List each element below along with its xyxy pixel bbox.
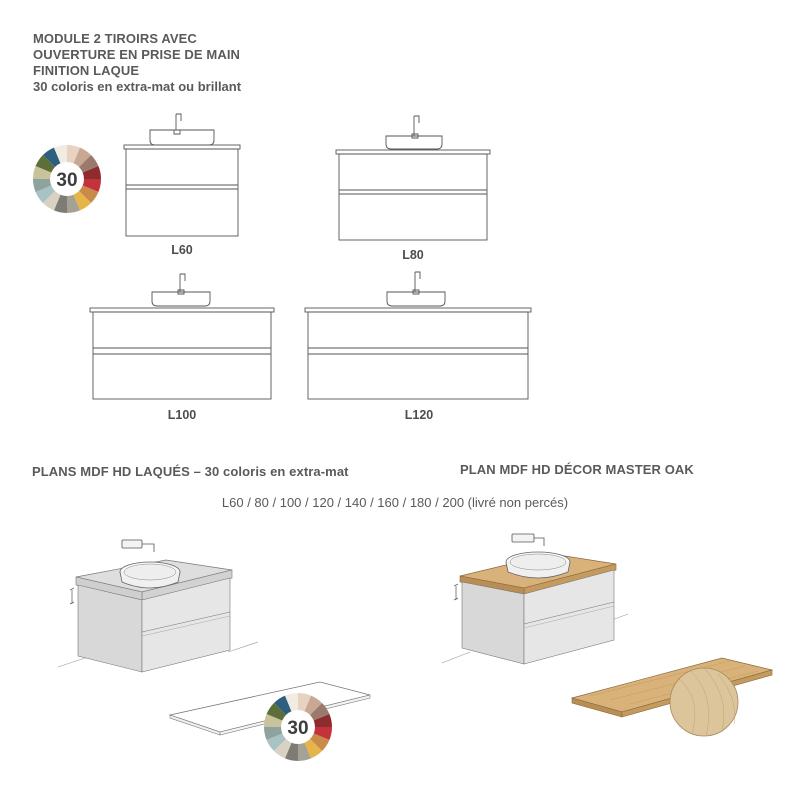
faucet-icon [178,274,185,294]
color-wheel-bottom [263,692,333,762]
module-heading [33,31,241,95]
oak-cabinet-illustration [440,528,780,768]
plans-laques-heading [32,464,349,480]
module-title-line-1: MODULE 2 TIROIRS AVEC [33,31,197,46]
available-sizes: L60 / 80 / 100 / 120 / 140 / 160 / 180 / 200 (livré non percés) [221,495,569,510]
laque-cabinet-illustration [58,532,388,792]
plans-laques-suffix: 30 coloris en extra-mat [204,464,349,479]
faucet-icon [413,272,420,294]
oak-cabinet-side [462,582,524,664]
cabinet-drawing-l60 [120,112,244,242]
cabinet-label-l80: L80 [402,248,424,262]
laque-cabinet-side [78,585,142,672]
plan-oak-heading: PLAN MDF HD DÉCOR MASTER OAK [460,462,694,477]
faucet-icon [174,114,181,134]
faucet-icon [412,116,419,138]
color-wheel-top [32,144,102,214]
module-subtitle: 30 coloris en extra-mat ou brillant [33,79,242,94]
countertop [90,308,274,312]
oak-sample-disc [670,668,738,736]
cabinet-label-l100: L100 [167,408,197,422]
cabinet-body [308,312,528,399]
plans-laques-separator: – [189,464,205,479]
module-title-line-2: OUVERTURE EN PRISE DE MAIN [33,47,241,62]
basin-icon [150,130,214,145]
wall-faucet-icon [512,534,544,546]
module-title-line-3: FINITION LAQUE [33,63,140,78]
cabinet-label-l60: L60 [171,243,193,257]
cabinet-drawing-l120 [303,270,533,402]
cabinet-drawing-l100 [88,272,276,402]
color-count-badge: 30 [287,718,309,739]
cabinet-body [339,154,487,240]
cabinet-body [126,149,238,236]
cabinet-drawing-l80 [334,114,492,244]
countertop [336,150,490,154]
wall-faucet-icon [122,540,154,552]
plans-laques-title: PLANS MDF HD LAQUÉS [32,464,190,479]
color-count-badge: 30 [56,170,78,191]
cabinet-label-l120: L120 [404,408,434,422]
countertop [124,145,240,149]
countertop [305,308,531,312]
cabinet-body [93,312,271,399]
